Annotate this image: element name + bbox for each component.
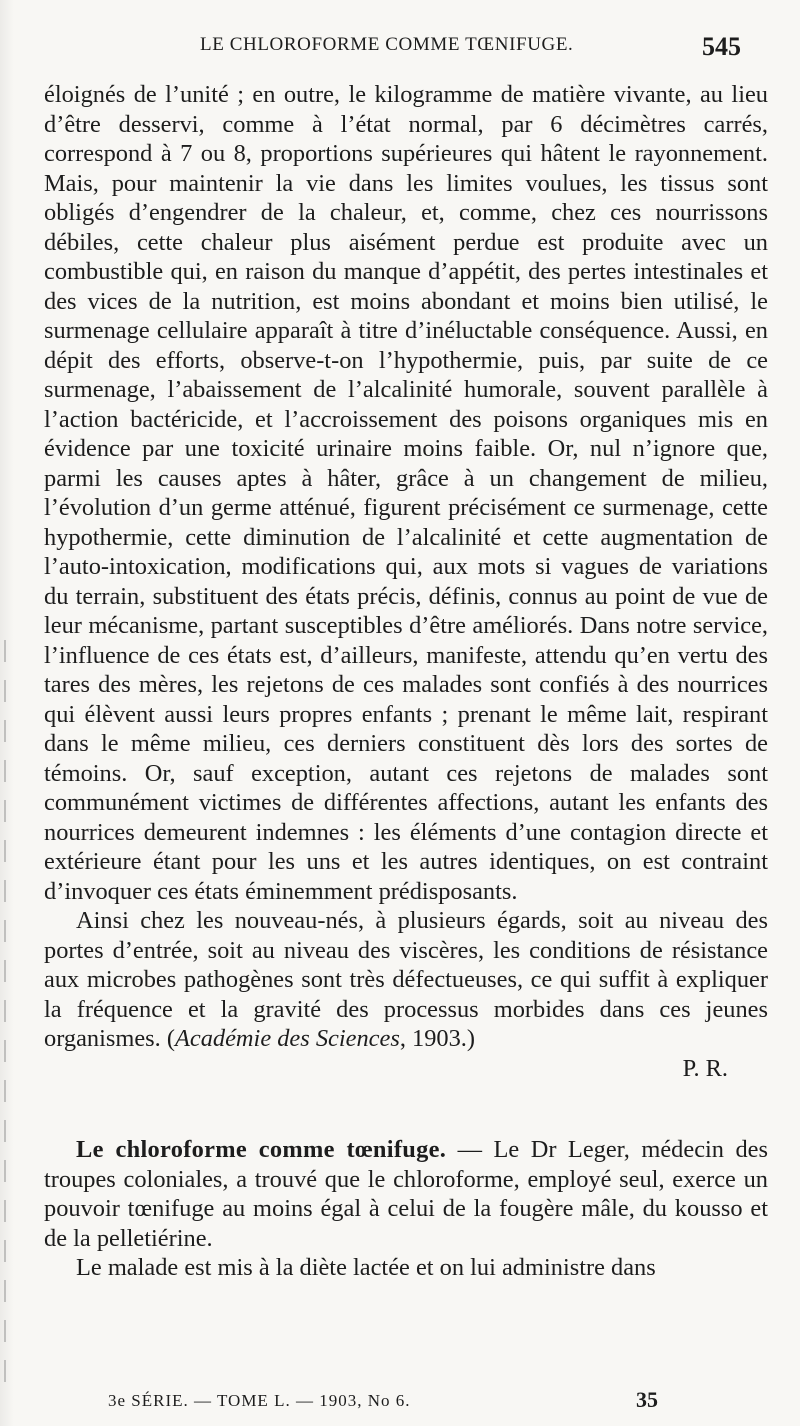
article2-paragraph-1-text: Le Dr Leger, médecin des troupes coloniales, a trouvé que le chloroforme, employé seul, exerce un pouvoir tœnifuge au moins égal à celui de la fougère mâle, du kousso et de la pelletiérine. [44, 1136, 768, 1252]
running-header [0, 34, 800, 64]
article1-paragraph-2-text: Ainsi chez les nouveau-nés, à plusieurs égards, soit au niveau des portes d’entrée, soit au niveau des viscères, les conditions de résistance aux microbes pathogènes sont très défectueuses, ce qui suffit à expliquer la fréquence et la gravité des processus morbides dans ces jeunes organismes. [44, 907, 768, 1052]
article2-paragraph-2: Le malade est mis à la diète lactée et on lui administre dans [76, 1254, 656, 1281]
footer-signature-mark: 35 [636, 1387, 658, 1412]
article1-signature: P. R. [682, 1054, 728, 1082]
article1-paragraph-2 [44, 906, 768, 1054]
article2-heading-dash: — [446, 1136, 494, 1163]
article2-heading: Le chloroforme comme tœnifuge. [76, 1136, 447, 1163]
citation-rest: , 1903.) [399, 1025, 476, 1052]
article1-paragraph-1: éloignés de l’unité ; en outre, le kilogramme de matière vivante, au lieu d’être desservi, comme à l’état normal, par 6 décimètres carrés, correspond à 7 ou 8, proportions supérieures qui hâtent le rayonnement. Mais, pour maintenir la vie dans les limites voulues, les tissus sont obligés d’engendrer de la chaleur, et, comme, chez ces nourrissons débiles, cette chaleur plus aisément perdue est produite avec un combustible qui, en raison du manque d’appétit, des pertes intestinales et des vices de la nutrition, est moins abondant et moins bien utilisé, le surmenage cellulaire apparaît à titre d’inéluctable conséquence. Aussi, en dépit des efforts, observe-t-on l’hypothermie, puis, par suite de ce surmenage, l’abaissement de l’alcalinité humorale, souvent parallèle à l’action bactéricide, et l’accroissement des poisons organiques mis en évidence par une toxicité urinaire moins faible. Or, nul n’ignore que, parmi les causes aptes à hâter, grâce à un changement de milieu, l’évolution d’un germe atténué, figurent précisément ce surmenage, cette hypothermie, cette diminution de l’alcalinité et cette augmentation de l’auto-intoxication, modifications qui, aux mots si vagues de variations du terrain, substituent des états précis, définis, connus au point de vue de leur mécanisme, partant susceptibles d’être améliorés. Dans notre service, l’influence de ces états est, d’ailleurs, manifeste, attendu qu’en vertu des tares des mères, les rejetons de ces malades sont confiés à des nourrices qui élèvent aussi leurs propres enfants ; prenant le même lait, respirant dans le même milieu, ces derniers constituent dès lors des sortes de témoins. Or, sauf exception, autant ces rejetons de malades sont communément victimes de différentes affections, autant les enfants des nourrices demeurent indemnes : les éléments d’une contagion directe et extérieure étant pour les uns et les autres identiques, on est contraint d’invoquer ces états éminemment prédisposants. [44, 81, 768, 905]
article2-paragraph-1 [44, 1135, 768, 1253]
page-number: 545 [702, 32, 741, 61]
footer-series-info: 3e SÉRIE. — TOME L. — 1903, No 6. [108, 1391, 411, 1410]
binding-edge-marks [4, 640, 6, 1400]
citation-journal: Académie des Sciences [174, 1025, 400, 1052]
citation-open: ( [166, 1025, 175, 1052]
body-text [44, 80, 768, 1283]
page-footer [0, 1387, 800, 1417]
section-gap [44, 1083, 768, 1135]
running-title: LE CHLOROFORME COMME TŒNIFUGE. [200, 34, 574, 55]
